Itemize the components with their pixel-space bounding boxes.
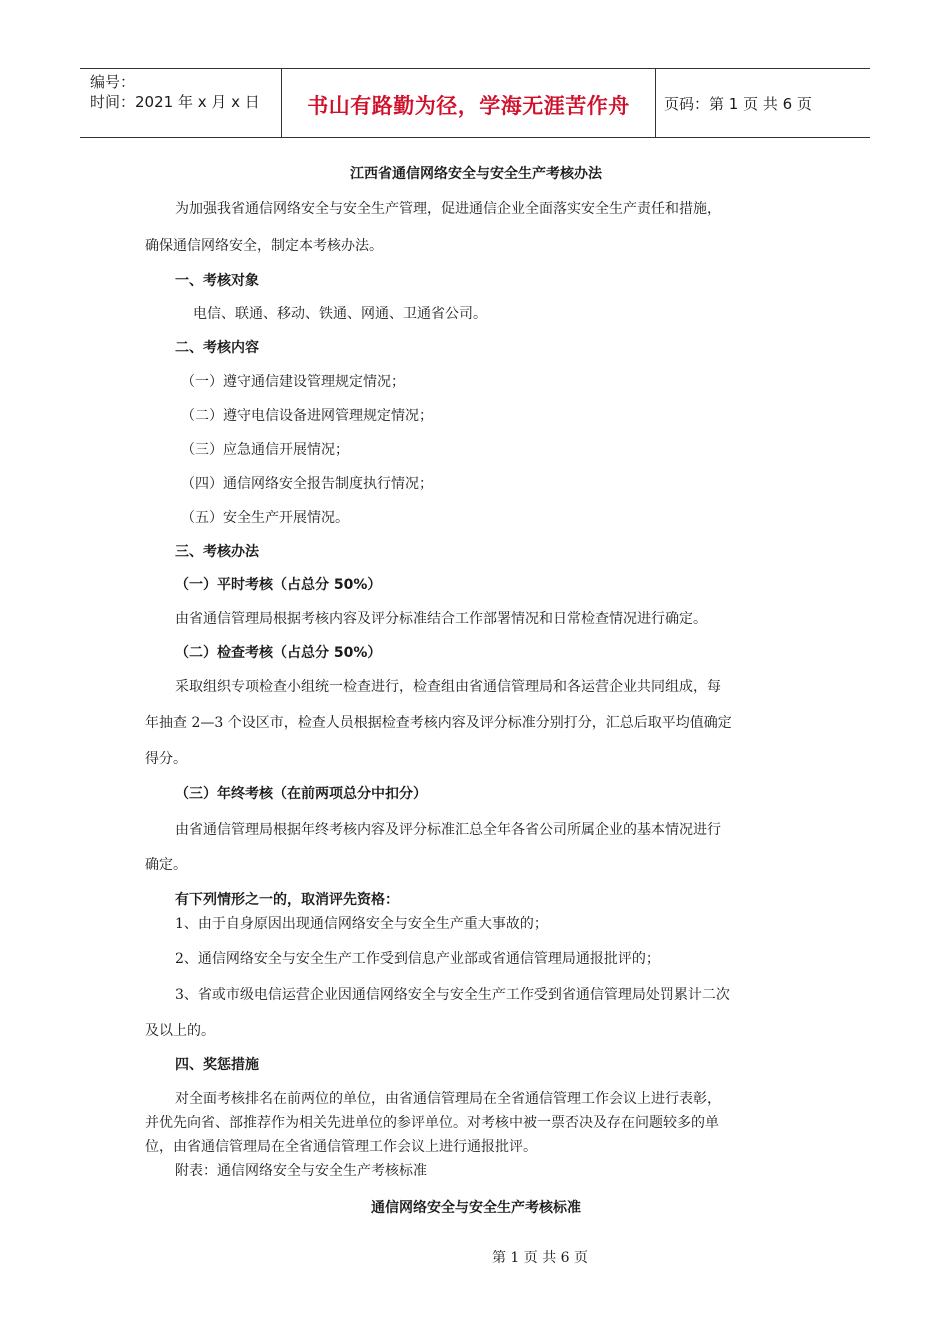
section-3-sub-2-body-3: 得分。 <box>145 751 187 767</box>
cancel-heading: 有下列情形之一的，取消评先资格： <box>175 892 399 908</box>
section-2-item-2: （二）遵守电信设备进网管理规定情况； <box>181 408 433 424</box>
section-2-item-3: （三）应急通信开展情况； <box>181 442 349 458</box>
section-3-sub-2: （二）检查考核（占总分 50%） <box>175 645 382 661</box>
cancel-item-2: 2、通信网络安全与安全生产工作受到信息产业部或省通信管理局通报批评的； <box>175 951 660 967</box>
intro-line-1: 为加强我省通信网络安全与安全生产管理，促进通信企业全面落实安全生产责任和措施， <box>175 201 721 217</box>
page-footer: 第 1 页 共 6 页 <box>491 1250 589 1266</box>
cancel-item-3-line-2: 及以上的。 <box>145 1023 215 1039</box>
document-title: 江西省通信网络安全与安全生产考核办法 <box>350 166 602 182</box>
document-header <box>80 68 870 138</box>
header-time-label: 时间：2021 年 x 月 x 日 <box>90 93 260 111</box>
section-3-sub-2-body-1: 采取组织专项检查小组统一检查进行，检查组由省通信管理局和各运营企业共同组成，每 <box>175 679 721 695</box>
section-3-sub-3: （三）年终考核（在前两项总分中扣分） <box>175 786 427 802</box>
section-2-item-5: （五）安全生产开展情况。 <box>181 510 349 526</box>
section-3-sub-2-body-2: 年抽查 2—3 个设区市，检查人员根据检查考核内容及评分标准分别打分，汇总后取平均值确定 <box>145 715 732 731</box>
header-meta <box>80 69 282 137</box>
section-3-sub-3-body-2: 确定。 <box>145 857 187 873</box>
intro-line-2: 确保通信网络安全，制定本考核办法。 <box>145 238 383 254</box>
section-2-item-1: （一）遵守通信建设管理规定情况； <box>181 374 405 390</box>
section-2-heading: 二、考核内容 <box>175 340 259 356</box>
section-3-sub-1-body: 由省通信管理局根据考核内容及评分标准结合工作部署情况和日常检查情况进行确定。 <box>175 611 707 627</box>
attachment-note: 附表：通信网络安全与安全生产考核标准 <box>175 1163 427 1179</box>
section-1-body: 电信、联通、移动、铁通、网通、卫通省公司。 <box>193 306 487 322</box>
cancel-item-3-line-1: 3、省或市级电信运营企业因通信网络安全与安全生产工作受到省通信管理局处罚累计二次 <box>175 987 730 1003</box>
header-motto: 书山有路勤为径，学海无涯苦作舟 <box>282 69 656 137</box>
section-3-sub-3-body-1: 由省通信管理局根据年终考核内容及评分标准汇总全年各省公司所属企业的基本情况进行 <box>175 822 721 838</box>
header-page-info: 页码：第 1 页 共 6 页 <box>664 94 812 113</box>
section-4-heading: 四、奖惩措施 <box>175 1057 259 1073</box>
section-4-body-1: 对全面考核排名在前两位的单位，由省通信管理局在全省通信管理工作会议上进行表彰， <box>175 1091 721 1107</box>
section-1-heading: 一、考核对象 <box>175 273 259 289</box>
section-3-heading: 三、考核办法 <box>175 544 259 560</box>
section-3-sub-1: （一）平时考核（占总分 50%） <box>175 577 382 593</box>
header-number-label: 编号： <box>90 73 136 91</box>
cancel-item-1: 1、由于自身原因出现通信网络安全与安全生产重大事故的； <box>175 916 548 932</box>
standard-title: 通信网络安全与安全生产考核标准 <box>371 1200 581 1216</box>
section-2-item-4: （四）通信网络安全报告制度执行情况； <box>181 476 433 492</box>
section-4-body-2: 并优先向省、部推荐作为相关先进单位的参评单位。对考核中被一票否决及存在问题较多的单 <box>145 1115 719 1131</box>
section-4-body-3: 位，由省通信管理局在全省通信管理工作会议上进行通报批评。 <box>145 1139 537 1155</box>
